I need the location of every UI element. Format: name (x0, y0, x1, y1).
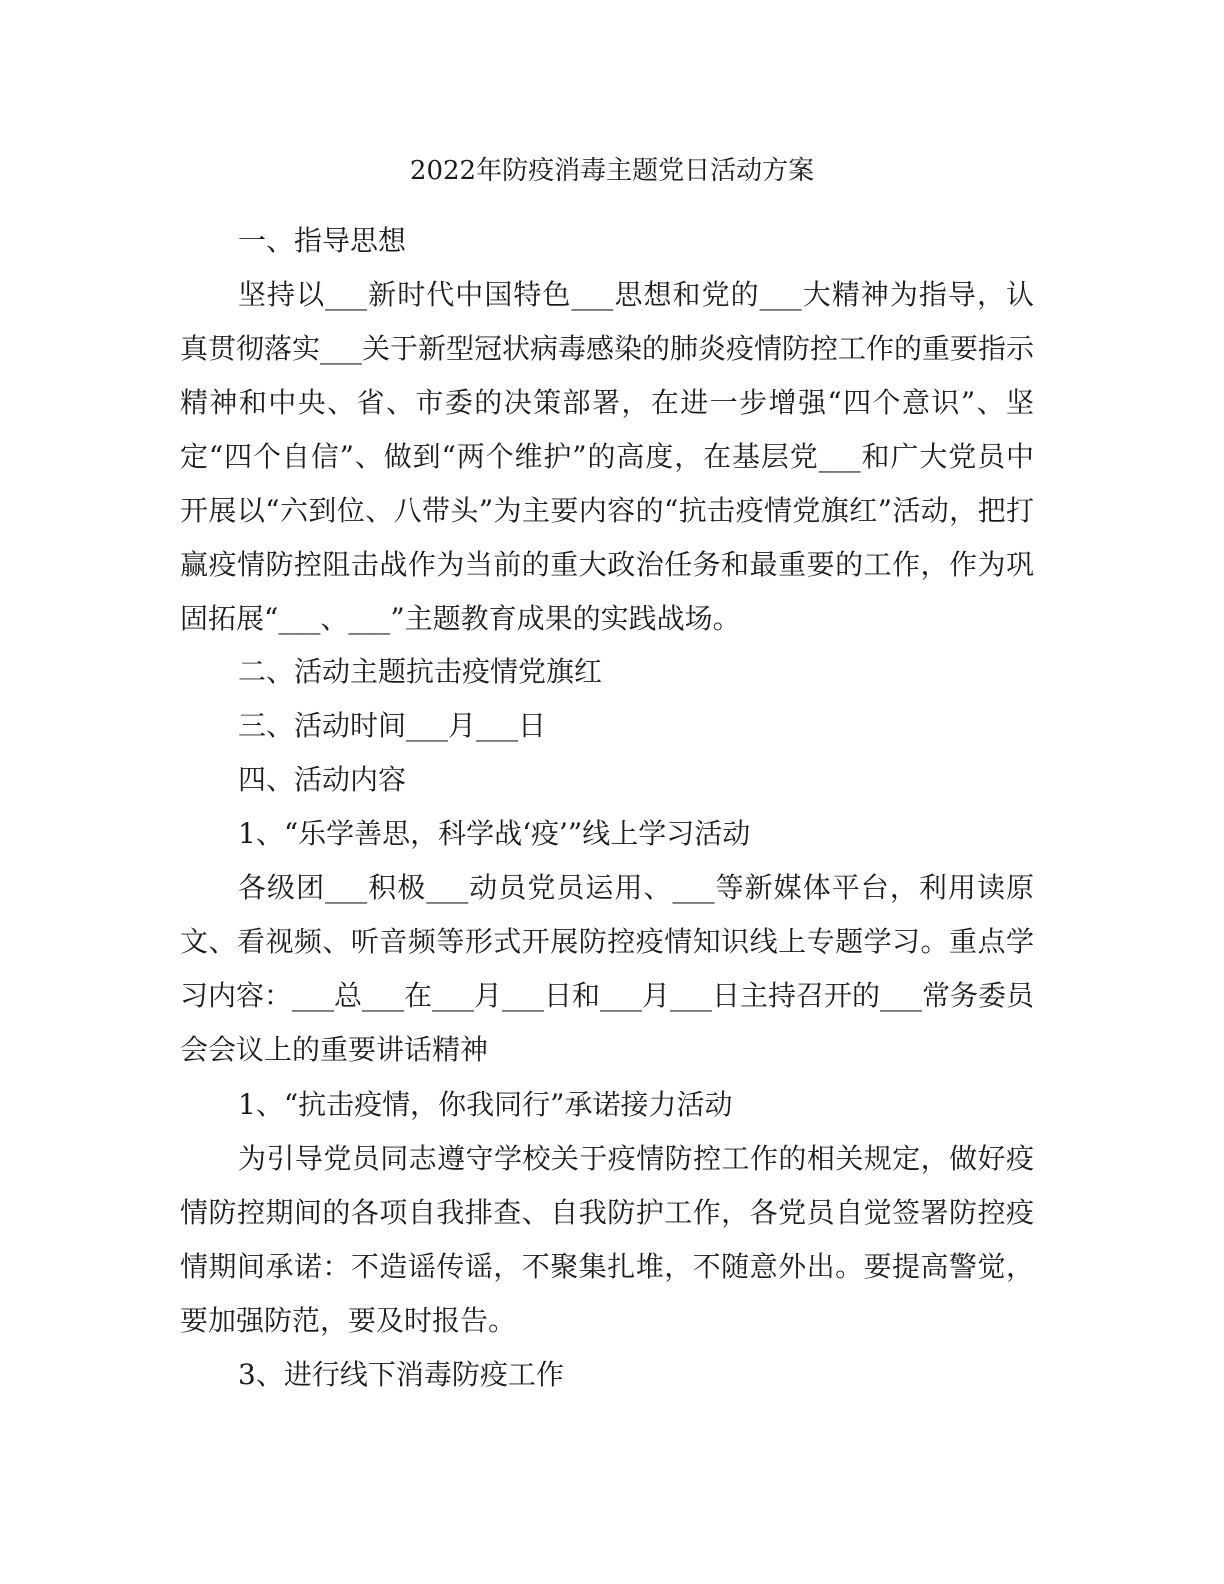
item-body-pledge-relay: 为引导党员同志遵守学校关于疫情防控工作的相关规定，做好疫情防控期间的各项自我排查、自我防护工作，各党员自觉签署防控疫情期间承诺：不造谣传谣，不聚集扎堆，不随意外出。要提高警觉，要加强防范，要及时报告。 (180, 1142, 1034, 1337)
section-heading-theme: 二、活动主题抗击疫情党旗红 (238, 655, 603, 688)
section-heading-guiding-thought: 一、指导思想 (238, 224, 407, 257)
item-heading-online-study: 1、“乐学善思，科学战‘疫’”线上学习活动 (238, 817, 751, 850)
document-title: 2022年防疫消毒主题党日活动方案 (409, 156, 815, 186)
section-heading-time: 三、活动时间___月___日 (238, 709, 547, 742)
item-heading-offline-disinfection: 3、进行线下消毒防疫工作 (238, 1358, 564, 1391)
section-body-guiding-thought: 坚持以___新时代中国特色___思想和党的___大精神为指导，认真贯彻落实___关于新型冠状病毒感染的肺炎疫情防控工作的重要指示精神和中央、省、市委的决策部署，在进一步增强“四个意识”、坚定“四个自信”、做到“两个维护”的高度，在基层党___和广大党员中开展以“六到位、八带头”为主要内容的“抗击疫情党旗红”活动，把打赢疫情防控阻击战作为当前的重大政治任务和最重要的工作，作为巩固拓展“___、___”主题教育成果的实践战场。 (180, 278, 1035, 635)
item-heading-pledge-relay: 1、“抗击疫情，你我同行”承诺接力活动 (238, 1088, 733, 1121)
item-body-online-study: 各级团___积极___动员党员运用、___等新媒体平台，利用读原文、看视频、听音频等形式开展防控疫情知识线上专题学习。重点学习内容：___总___在___月___日和___月___日主持召开的___常务委员会会议上的重要讲话精神 (180, 871, 1035, 1066)
section-heading-content: 四、活动内容 (238, 763, 407, 796)
